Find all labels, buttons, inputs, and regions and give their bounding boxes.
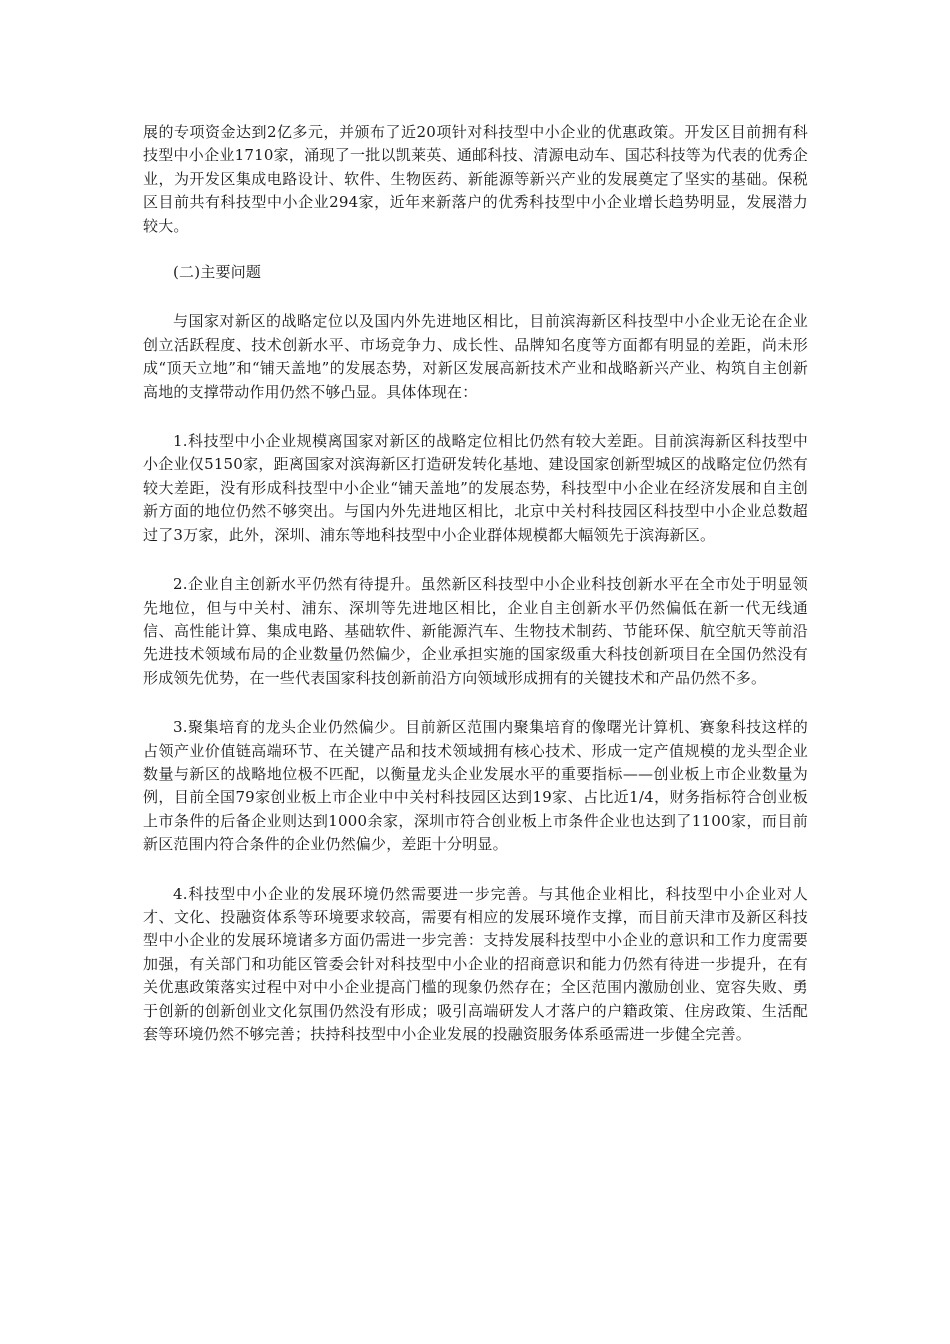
paragraph-problems-intro: 与国家对新区的战略定位以及国内外先进地区相比，目前滨海新区科技型中小企业无论在企业创立活跃程度、技术创新水平、市场竞争力、成长性、品牌知名度等方面都有明显的差距，尚未形成“顶天立地”和“铺天盖地”的发展态势，对新区发展高新技术产业和战略新兴产业、构筑自主创新高地的支撑带动作用仍然不够凸显。具体体现在： xyxy=(143,312,808,401)
paragraph-problem-4-environment: 4.科技型中小企业的发展环境仍然需要进一步完善。与其他企业相比，科技型中小企业对人才、文化、投融资体系等环境要求较高，需要有相应的发展环境作支撑，而目前天津市及新区科技型中小企业的发展环境诸多方面仍需进一步完善：支持发展科技型中小企业的意识和工作力度需要加强，有关部门和功能区管委会针对科技型中小企业的招商意识和能力仍然有待进一步提升，在有关优惠政策落实过程中对中小企业提高门槛的现象仍然存在；全区范围内激励创业、宽容失败、勇于创新的创新创业文化氛围仍然没有形成；吸引高端研发人才落户的户籍政策、住房政策、生活配套等环境仍然不够完善；扶持科技型中小企业发展的投融资服务体系亟需进一步健全完善。 xyxy=(143,884,808,1043)
paragraph-problem-3-leading-firms: 3.聚集培育的龙头企业仍然偏少。目前新区范围内聚集培育的像曙光计算机、赛象科技这样的占领产业价值链高端环节、在关键产品和技术领域拥有核心技术、形成一定产值规模的龙头型企业数量与新区的战略地位极不匹配，以衡量龙头企业发展水平的重要指标——创业板上市企业数量为例，目前全国79家创业板上市企业中中关村科技园区达到19家、占比近1/4，财务指标符合创业板上市条件的后备企业则达到1000余家，深圳市符合创业板上市条件企业也达到了1100家，而目前新区范围内符合条件的企业仍然偏少，差距十分明显。 xyxy=(143,718,808,854)
paragraph-problem-1-scale: 1.科技型中小企业规模离国家对新区的战略定位相比仍然有较大差距。目前滨海新区科技型中小企业仅5150家，距离国家对滨海新区打造研发转化基地、建设国家创新型城区的战略定位仍然有较大差距，没有形成科技型中小企业“铺天盖地”的发展态势，科技型中小企业在经济发展和自主创新方面的地位仍然不够突出。与国内外先进地区相比，北京中关村科技园区科技型中小企业总数超过了3万家，此外，深圳、浦东等地科技型中小企业群体规模都大幅领先于滨海新区。 xyxy=(143,432,808,544)
paragraph-funding-overview: 展的专项资金达到2亿多元，并颁布了近20项针对科技型中小企业的优惠政策。开发区目前拥有科技型中小企业1710家，涌现了一批以凯莱英、通邮科技、清源电动车、国芯科技等为代表的优秀企业，为开发区集成电路设计、软件、生物医药、新能源等新兴产业的发展奠定了坚实的基础。保税区目前共有科技型中小企业294家，近年来新落户的优秀科技型中小企业增长趋势明显，发展潜力较大。 xyxy=(143,123,808,235)
document-page xyxy=(143,121,808,1046)
paragraph-problem-2-innovation: 2.企业自主创新水平仍然有待提升。虽然新区科技型中小企业科技创新水平在全市处于明显领先地位，但与中关村、浦东、深圳等先进地区相比，企业自主创新水平仍然偏低在新一代无线通信、高性能计算、集成电路、基础软件、新能源汽车、生物技术制药、节能环保、航空航天等前沿先进技术领域布局的企业数量仍然偏少，企业承担实施的国家级重大科技创新项目在全国仍然没有形成领先优势，在一些代表国家科技创新前沿方向领域形成拥有的关键技术和产品仍然不多。 xyxy=(143,575,808,687)
section-heading-main-problems: (二)主要问题 xyxy=(173,263,262,282)
